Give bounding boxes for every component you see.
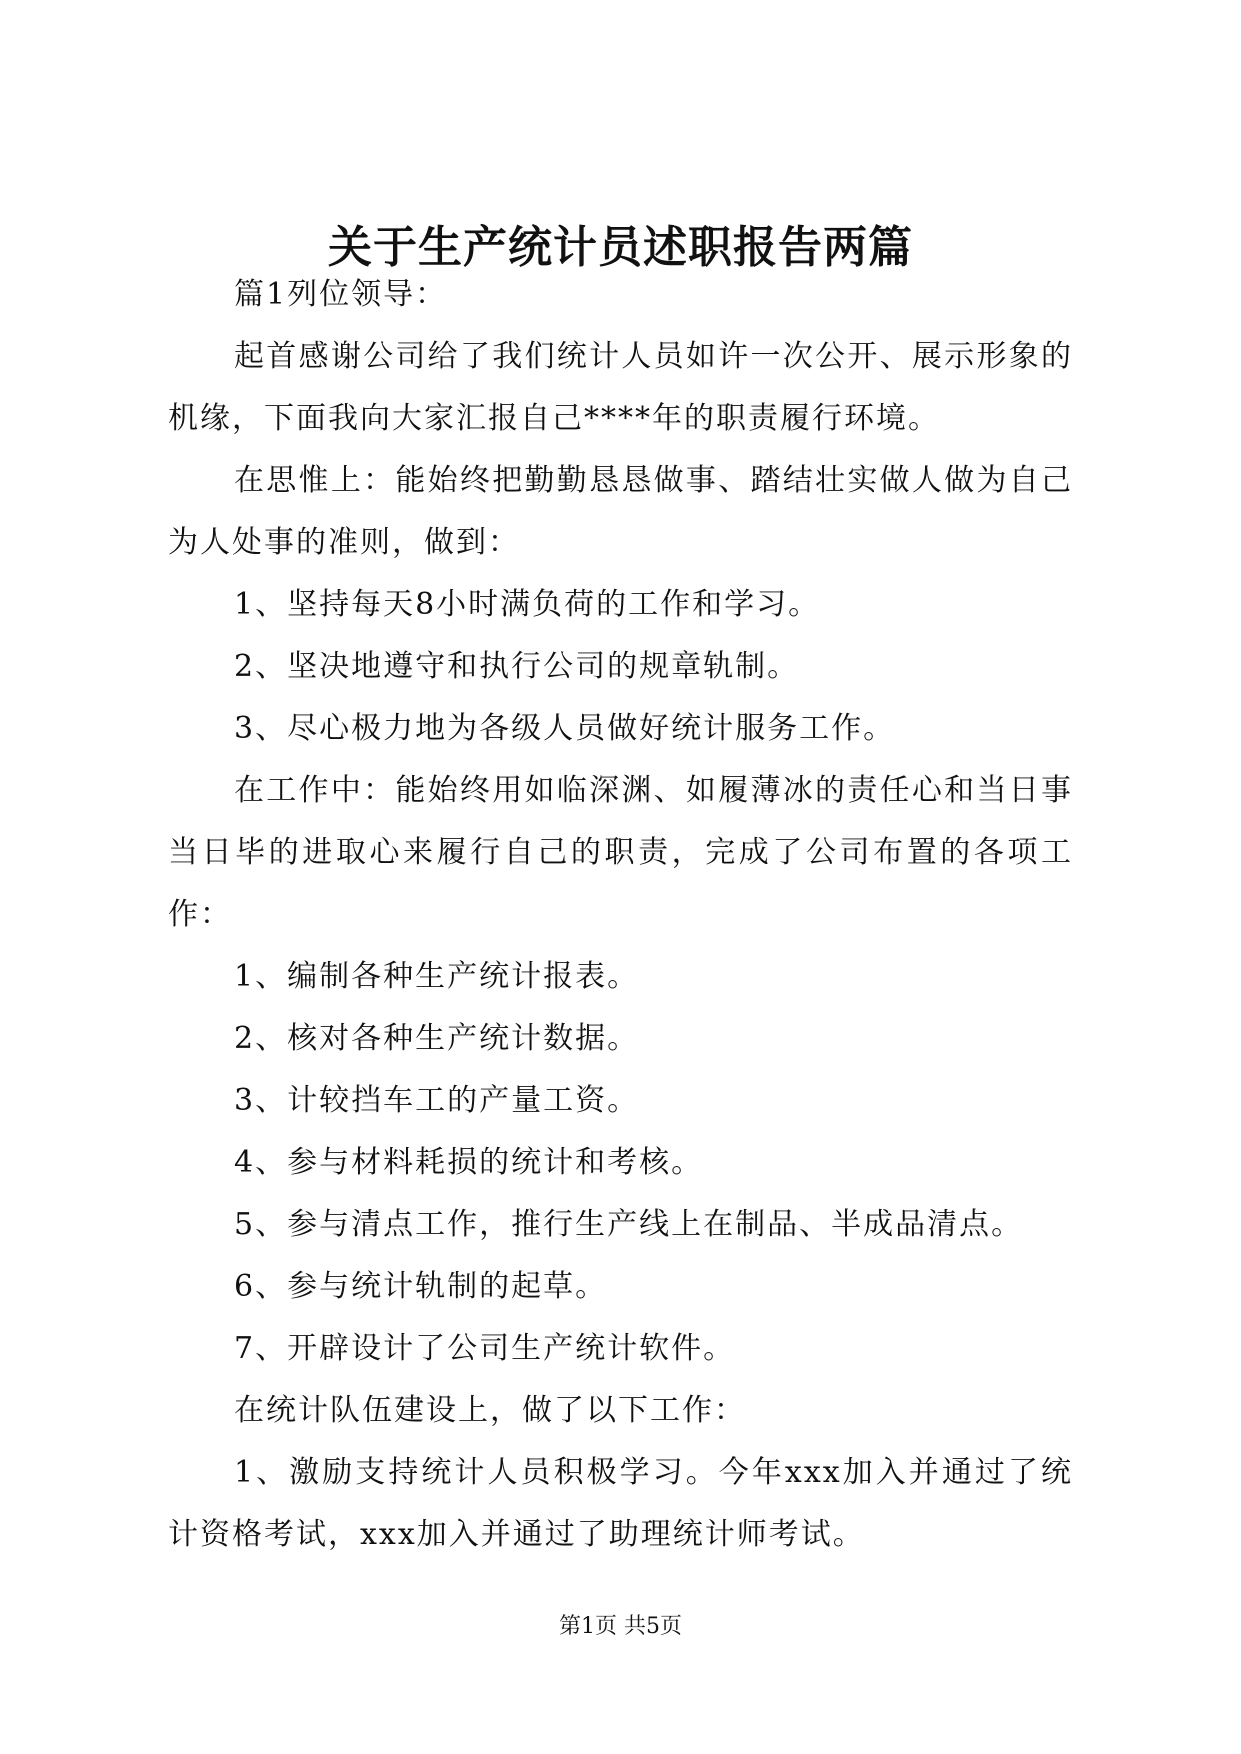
paragraph: 起首感谢公司给了我们统计人员如许一次公开、展示形象的机缘，下面我向大家汇报自己****年的职责履行环境。 [168,339,1073,436]
paragraph: 1、编制各种生产统计报表。 [234,959,640,994]
paragraph: 2、核对各种生产统计数据。 [234,1021,640,1056]
paragraph: 3、计较挡车工的产量工资。 [234,1083,640,1118]
document-body [168,264,1073,1566]
paragraph: 在统计队伍建设上，做了以下工作： [234,1393,746,1428]
paragraph: 3、尽心极力地为各级人员做好统计服务工作。 [234,711,896,746]
paragraph: 6、参与统计轨制的起草。 [234,1269,608,1304]
document-title: 关于生产统计员述职报告两篇 [328,222,913,273]
paragraph: 在思惟上：能始终把勤勤恳恳做事、踏结壮实做人做为自己为人处事的准则，做到： [168,463,1073,560]
paragraph: 在工作中：能始终用如临深渊、如履薄冰的责任心和当日事当日毕的进取心来履行自己的职责，完成了公司布置的各项工作： [168,773,1073,932]
paragraph: 2、坚决地遵守和执行公司的规章轨制。 [234,649,800,684]
paragraph: 1、坚持每天8小时满负荷的工作和学习。 [234,587,821,622]
page-footer: 第1页 共5页 [559,1614,682,1639]
paragraph: 7、开辟设计了公司生产统计软件。 [234,1331,736,1366]
paragraph: 5、参与清点工作，推行生产线上在制品、半成品清点。 [234,1207,1024,1242]
paragraph: 篇1列位领导： [234,277,448,312]
paragraph: 1、激励支持统计人员积极学习。今年xxx加入并通过了统计资格考试，xxx加入并通过了助理统计师考试。 [168,1455,1073,1552]
paragraph: 4、参与材料耗损的统计和考核。 [234,1145,704,1180]
